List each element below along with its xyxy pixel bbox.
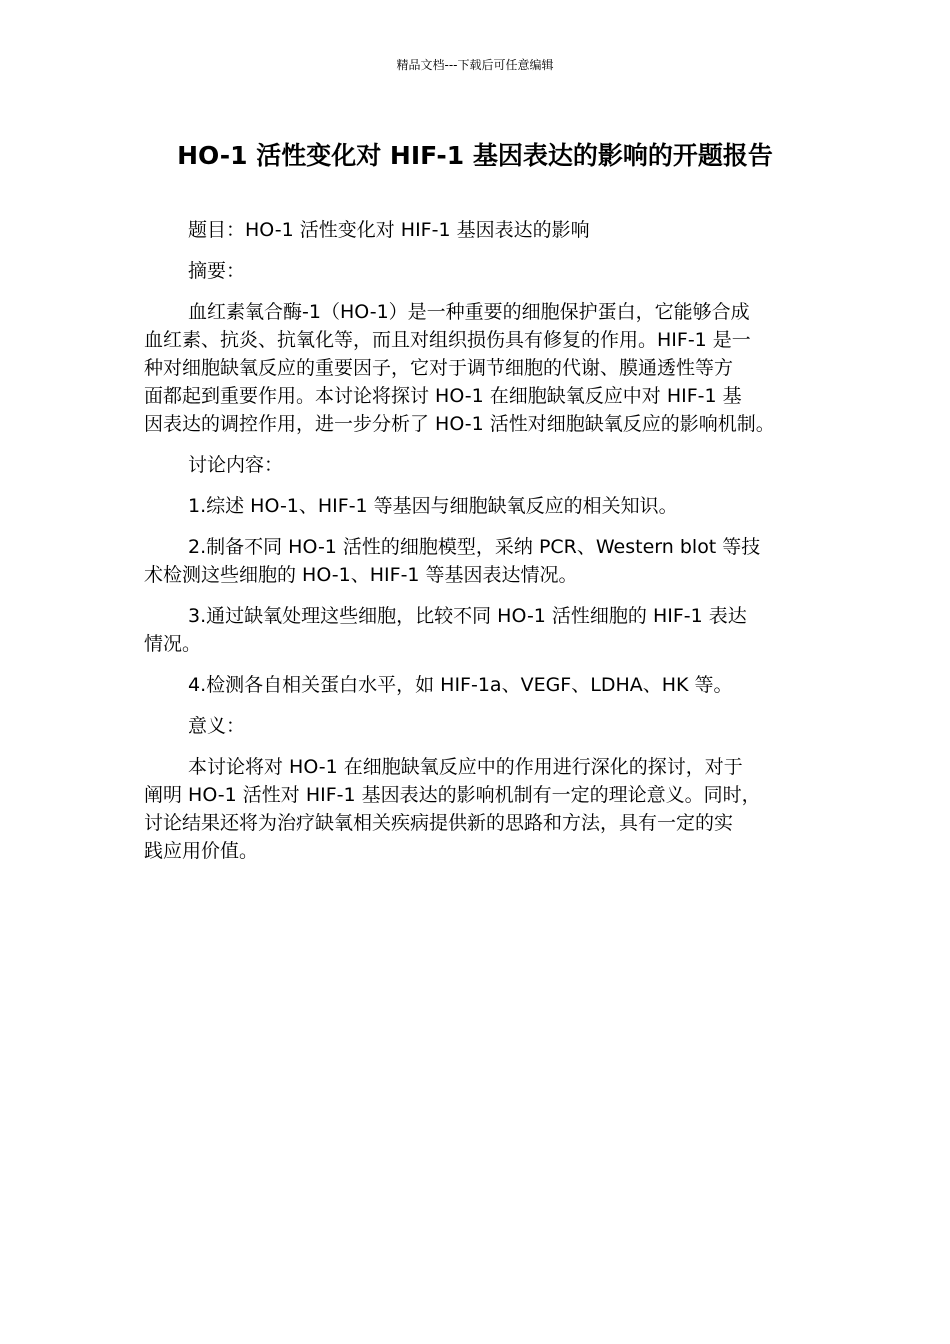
abstract-label: 摘要：	[188, 260, 246, 282]
abstract-line: 面都起到重要作用。本讨论将探讨 HO-1 在细胞缺氧反应中对 HIF-1 基	[144, 385, 742, 407]
item-4	[144, 671, 814, 699]
item-line: 术检测这些细胞的 HO-1、HIF-1 等基因表达情况。	[144, 564, 578, 586]
document-title: HO-1 活性变化对 HIF-1 基因表达的影响的开题报告	[177, 141, 773, 170]
abstract-line: 血红素氧合酶-1（HO-1）是一种重要的细胞保护蛋白，它能够合成	[188, 301, 750, 323]
significance-line: 本讨论将对 HO-1 在细胞缺氧反应中的作用进行深化的探讨，对于	[188, 756, 743, 778]
item-line: 3.通过缺氧处理这些细胞，比较不同 HO-1 活性细胞的 HIF-1 表达	[188, 605, 747, 627]
item-2	[144, 533, 814, 589]
item-line: 4.检测各自相关蛋白水平，如 HIF-1a、VEGF、LDHA、HK 等。	[188, 674, 733, 696]
item-line: 2.制备不同 HO-1 活性的细胞模型，采纳 PCR、Western blot 等技	[188, 536, 761, 558]
document-body	[144, 216, 814, 878]
item-1	[144, 492, 814, 520]
item-line: 1.综述 HO-1、HIF-1 等基因与细胞缺氧反应的相关知识。	[188, 495, 678, 517]
significance-line: 践应用价值。	[144, 840, 259, 862]
abstract-line: 种对细胞缺氧反应的重要因子，它对于调节细胞的代谢、膜通透性等方	[144, 357, 734, 379]
abstract-line: 因表达的调控作用，进一步分析了 HO-1 活性对细胞缺氧反应的影响机制。	[144, 413, 775, 435]
significance-paragraph	[144, 753, 814, 865]
page-header: 精品文档---下载后可任意编辑	[396, 58, 554, 72]
significance-label: 意义：	[188, 715, 246, 737]
content-label: 讨论内容：	[188, 454, 284, 476]
item-3	[144, 602, 814, 658]
significance-line: 阐明 HO-1 活性对 HIF-1 基因表达的影响机制有一定的理论意义。同时，	[144, 784, 761, 806]
topic-paragraph: 题目：HO-1 活性变化对 HIF-1 基因表达的影响	[188, 219, 590, 241]
item-line: 情况。	[144, 633, 202, 655]
significance-line: 讨论结果还将为治疗缺氧相关疾病提供新的思路和方法，具有一定的实	[144, 812, 734, 834]
abstract-line: 血红素、抗炎、抗氧化等，而且对组织损伤具有修复的作用。HIF-1 是一	[144, 329, 751, 351]
abstract-paragraph	[144, 298, 814, 438]
